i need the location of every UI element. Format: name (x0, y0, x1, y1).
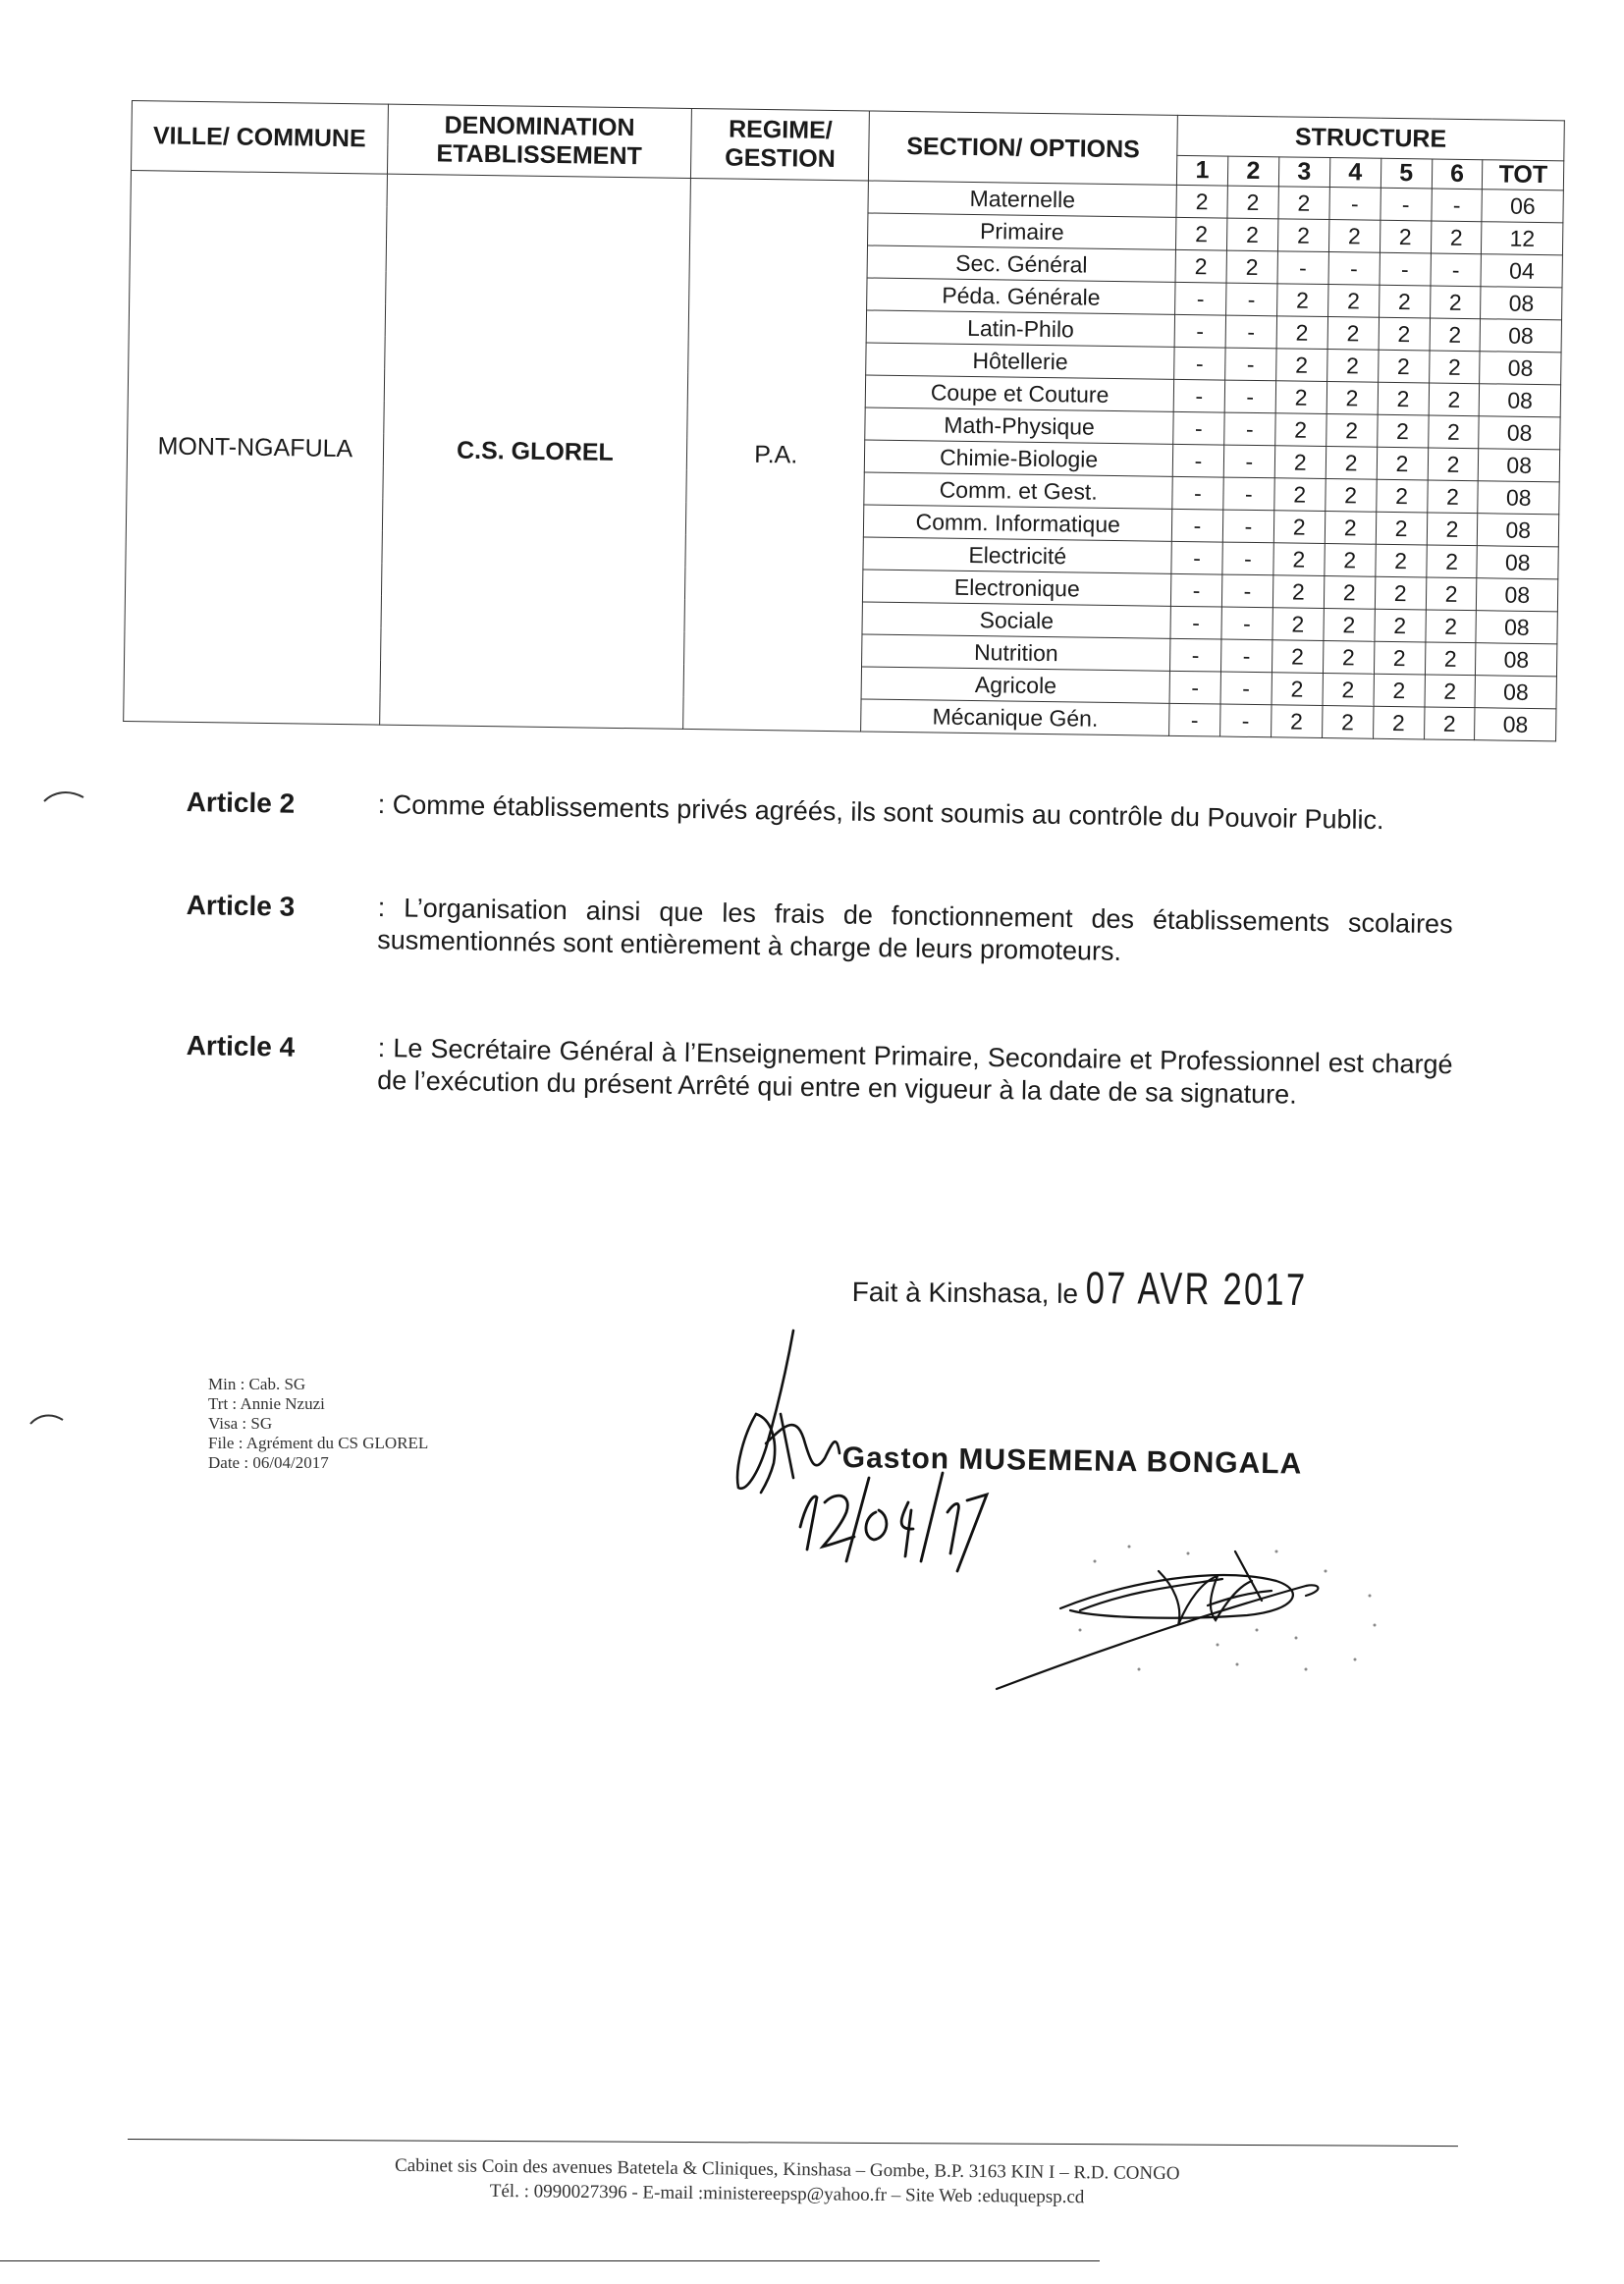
article-label: Article 3 (186, 889, 296, 922)
year-2-cell: - (1221, 607, 1272, 640)
year-4-cell: 2 (1326, 382, 1378, 415)
year-4-cell: 2 (1323, 640, 1374, 674)
place-prefix: Fait à Kinshasa, le (851, 1276, 1079, 1310)
total-cell: 08 (1481, 319, 1562, 353)
option-cell: Electronique (863, 570, 1171, 606)
year-5-cell: 2 (1374, 674, 1425, 707)
stamped-date: 07 AVR 2017 (1085, 1262, 1308, 1316)
stamp-dots (1079, 1546, 1377, 1671)
year-5-cell: 2 (1375, 576, 1426, 610)
option-cell: Coupe et Couture (866, 375, 1174, 411)
year-1-cell: - (1171, 541, 1222, 574)
year-2-cell: 2 (1226, 218, 1277, 251)
year-3-cell: 2 (1276, 284, 1327, 317)
year-2-cell: - (1222, 542, 1273, 575)
year-3-cell: 2 (1272, 673, 1323, 706)
year-3-cell: 2 (1273, 543, 1325, 576)
option-cell: Comm. et Gest. (864, 472, 1172, 509)
year-6-cell: 2 (1425, 642, 1476, 676)
year-3-cell: 2 (1273, 511, 1325, 544)
year-4-cell: 2 (1328, 220, 1380, 253)
scan-mark (39, 788, 88, 807)
reference-line: Trt : Annie Nzuzi (208, 1394, 325, 1413)
year-1-cell: - (1173, 411, 1224, 445)
year-1-cell: - (1169, 703, 1220, 736)
year-1-cell: - (1169, 671, 1220, 704)
year-3-cell: 2 (1278, 187, 1329, 220)
option-cell: Primaire (868, 213, 1176, 249)
year-5-cell: 2 (1374, 641, 1425, 675)
year-3-cell: 2 (1272, 575, 1324, 609)
year-2-cell: - (1224, 412, 1275, 446)
year-2-cell: - (1225, 315, 1276, 349)
year-2-cell: - (1220, 639, 1272, 673)
total-cell: 08 (1475, 708, 1556, 741)
article-text: : Comme établissements privés agréés, ils sont soumis au contrôle du Pouvoir Public. (377, 789, 1384, 836)
year-4-cell: 2 (1325, 512, 1376, 545)
year-1-cell: - (1175, 282, 1226, 315)
header-year-2: 2 (1227, 156, 1278, 187)
option-cell: Hôtellerie (866, 343, 1174, 379)
header-denomination: DENOMINATION ETABLISSEMENT (387, 104, 691, 178)
year-4-cell: 2 (1326, 447, 1377, 480)
option-cell: Agricole (861, 667, 1169, 703)
year-2-cell: - (1220, 672, 1272, 705)
header-year-3: 3 (1278, 157, 1329, 188)
option-cell: Maternelle (868, 181, 1176, 217)
footer-line-1: Cabinet sis Coin des avenues Batetela & Cliniques, Kinshasa – Gombe, B.P. 3163 KIN I – R.D. CONGO (394, 2154, 1180, 2185)
year-2-cell: 2 (1227, 186, 1278, 219)
article-label: Article 4 (186, 1029, 296, 1062)
bottom-edge-line (0, 2260, 1100, 2261)
year-5-cell: 2 (1377, 447, 1428, 480)
denomination-cell: C.S. GLOREL (379, 174, 690, 729)
year-4-cell: 2 (1327, 317, 1379, 351)
total-cell: 06 (1482, 190, 1563, 223)
reference-line: File : Agrément du CS GLOREL (208, 1434, 429, 1452)
option-cell: Sec. Général (867, 245, 1175, 282)
year-3-cell: 2 (1274, 478, 1326, 512)
year-6-cell: 2 (1430, 286, 1481, 319)
year-5-cell: 2 (1375, 544, 1426, 577)
regime-cell: P.A. (683, 178, 869, 731)
total-cell: 08 (1476, 611, 1557, 644)
year-1-cell: - (1174, 314, 1225, 348)
year-5-cell: 2 (1379, 317, 1430, 351)
total-cell: 12 (1482, 222, 1563, 255)
header-ville: VILLE/ COMMUNE (132, 101, 389, 175)
year-3-cell: 2 (1271, 705, 1322, 738)
year-2-cell: - (1219, 704, 1271, 737)
year-6-cell: 2 (1430, 318, 1481, 352)
year-2-cell: - (1223, 445, 1274, 478)
year-5-cell: 2 (1377, 414, 1428, 448)
year-6-cell: 2 (1429, 383, 1480, 416)
footer-address (315, 2152, 1258, 2211)
year-1-cell: - (1170, 606, 1221, 639)
year-3-cell: 2 (1272, 640, 1323, 674)
header-regime: REGIME/ GESTION (691, 108, 870, 181)
year-6-cell: 2 (1425, 675, 1476, 708)
reference-line: Date : 06/04/2017 (208, 1453, 329, 1472)
article-text: : Le Secrétaire Général à l’Enseignement Primaire, Secondaire et Professionnel est chargé de l’exécution du présent Arrêté qui entre en vigueur à la date de sa signature. (376, 1033, 1453, 1110)
year-6-cell: 2 (1426, 545, 1477, 578)
year-1-cell: - (1174, 347, 1225, 380)
year-1-cell: - (1170, 573, 1221, 607)
official-signature (997, 1551, 1318, 1689)
option-cell: Nutrition (862, 634, 1170, 671)
year-6-cell: 2 (1429, 351, 1480, 384)
year-3-cell: - (1277, 251, 1328, 285)
year-6-cell: 2 (1426, 577, 1477, 611)
header-year-1: 1 (1176, 155, 1227, 186)
year-6-cell: - (1431, 253, 1482, 287)
header-structure: STRUCTURE (1177, 115, 1565, 160)
option-cell: Chimie-Biologie (865, 440, 1173, 476)
option-cell: Péda. Générale (867, 278, 1175, 314)
year-5-cell: 2 (1378, 350, 1429, 383)
signer-name: Gaston MUSEMENA BONGALA (841, 1441, 1303, 1481)
year-1-cell: 2 (1175, 217, 1226, 250)
year-2-cell: - (1225, 348, 1276, 381)
option-cell: Electricité (863, 537, 1171, 573)
article-text: : L’organisation ainsi que les frais de fonctionnement des établissements scolaires susmentionnés sont entièrement à charge de leurs promoteurs. (376, 893, 1453, 966)
year-5-cell: 2 (1375, 609, 1426, 642)
header-year-4: 4 (1329, 158, 1380, 189)
article-label: Article 2 (186, 786, 296, 819)
year-2-cell: - (1222, 510, 1273, 543)
year-1-cell: - (1172, 476, 1223, 510)
year-1-cell: - (1172, 444, 1223, 477)
footer-line-2: Tél. : 0990027396 - E-mail :ministereepsp@yahoo.fr – Site Web :eduquepsp.cd (489, 2180, 1085, 2208)
year-3-cell: 2 (1272, 608, 1324, 641)
year-4-cell: 2 (1323, 673, 1374, 706)
year-3-cell: 2 (1275, 381, 1326, 414)
year-5-cell: - (1380, 188, 1432, 221)
handwritten-initials (737, 1331, 839, 1493)
year-2-cell: 2 (1226, 250, 1277, 284)
reference-line: Visa : SG (208, 1414, 273, 1433)
header-year-6: 6 (1432, 159, 1483, 190)
total-cell: 08 (1475, 676, 1556, 709)
year-3-cell: 2 (1277, 219, 1328, 252)
year-4-cell: 2 (1326, 350, 1378, 383)
option-cell: Latin-Philo (866, 310, 1174, 347)
year-2-cell: - (1224, 380, 1275, 413)
year-5-cell: 2 (1378, 382, 1429, 415)
option-cell: Sociale (862, 602, 1170, 638)
year-6-cell: 2 (1427, 513, 1478, 546)
total-cell: 08 (1477, 546, 1558, 579)
year-5-cell: 2 (1380, 220, 1431, 253)
total-cell: 08 (1480, 384, 1561, 417)
year-1-cell: - (1171, 509, 1222, 542)
year-6-cell: - (1431, 189, 1482, 222)
year-5-cell: - (1380, 252, 1431, 286)
option-cell: Mécanique Gén. (861, 699, 1169, 735)
year-6-cell: 2 (1428, 448, 1479, 481)
year-4-cell: 2 (1325, 544, 1376, 577)
header-year-5: 5 (1380, 158, 1432, 189)
year-5-cell: 2 (1379, 285, 1430, 318)
total-cell: 08 (1477, 578, 1558, 612)
option-cell: Math-Physique (865, 408, 1173, 444)
year-4-cell: - (1329, 188, 1380, 221)
year-4-cell: 2 (1324, 576, 1375, 610)
option-cell: Comm. Informatique (864, 505, 1172, 541)
year-6-cell: 2 (1431, 221, 1482, 254)
year-6-cell: 2 (1428, 415, 1479, 449)
total-cell: 08 (1479, 449, 1560, 482)
year-4-cell: 2 (1324, 609, 1375, 642)
year-1-cell: - (1173, 379, 1224, 412)
total-cell: 08 (1481, 287, 1562, 320)
total-cell: 08 (1480, 352, 1561, 385)
year-3-cell: 2 (1275, 349, 1326, 382)
header-section: SECTION/ OPTIONS (869, 111, 1178, 185)
year-4-cell: 2 (1327, 285, 1379, 318)
year-5-cell: 2 (1376, 512, 1427, 545)
year-1-cell: 2 (1175, 249, 1226, 283)
ville-cell: MONT-NGAFULA (124, 171, 387, 726)
year-3-cell: 2 (1274, 446, 1326, 479)
year-3-cell: 2 (1276, 316, 1327, 350)
year-4-cell: - (1328, 252, 1380, 286)
year-6-cell: 2 (1425, 610, 1476, 643)
year-6-cell: 2 (1427, 480, 1478, 514)
year-3-cell: 2 (1274, 413, 1326, 447)
year-2-cell: - (1221, 574, 1272, 608)
year-4-cell: 2 (1322, 705, 1373, 738)
reference-line: Min : Cab. SG (208, 1375, 306, 1393)
year-2-cell: - (1223, 477, 1274, 511)
header-total: TOT (1483, 160, 1564, 190)
total-cell: 08 (1479, 416, 1560, 450)
total-cell: 08 (1478, 514, 1559, 547)
total-cell: 08 (1478, 481, 1559, 515)
year-4-cell: 2 (1325, 479, 1376, 513)
total-cell: 08 (1476, 643, 1557, 677)
scan-mark (27, 1410, 67, 1430)
year-6-cell: 2 (1424, 707, 1475, 740)
handwritten-date (800, 1473, 987, 1571)
year-1-cell: - (1169, 638, 1220, 672)
year-2-cell: - (1225, 283, 1276, 316)
year-4-cell: 2 (1326, 414, 1377, 448)
year-1-cell: 2 (1176, 185, 1227, 218)
year-5-cell: 2 (1373, 706, 1424, 739)
year-5-cell: 2 (1376, 479, 1427, 513)
total-cell: 04 (1481, 254, 1562, 288)
